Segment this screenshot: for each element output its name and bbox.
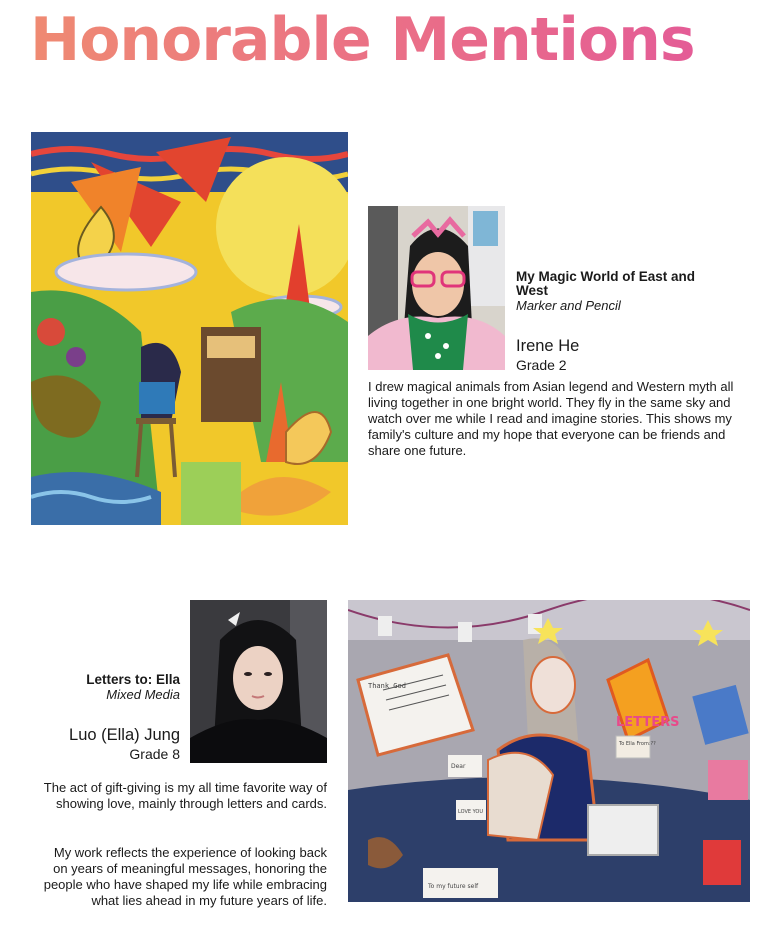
entry-1-medium: Marker and Pencil (516, 298, 621, 313)
letters-text: LETTERS (616, 715, 680, 730)
artwork-magic-world-illustration (31, 132, 348, 525)
artist-photo-irene-image (368, 206, 505, 370)
entry-2-title: Letters to: Ella (86, 672, 180, 687)
entry-2-grade: Grade 8 (129, 746, 180, 762)
artist-photo-irene (368, 206, 505, 370)
artwork-magic-world (31, 132, 348, 525)
envelope-mid-text: LOVE YOU (458, 809, 483, 815)
page-title: Honorable Mentions (30, 2, 695, 78)
envelope-bottom-text: To my future self (428, 883, 479, 890)
entry-2-description-p2: My work reflects the experience of looking back on years of meaningful messages, honoring the people who have shaped my life while embracing what lies ahead in my future years of life. (43, 845, 327, 908)
entry-1-description: I drew magical animals from Asian legend and Western myth all living together in one bright world. They fly in the same sky and watch over me while I read and imagine stories. This shows my family's culture and my hope that everyone can be friends and share one future. (368, 379, 734, 458)
card-text: To Ella From:?? (619, 741, 656, 747)
notebook-text: Thank God (368, 682, 406, 690)
entry-2-medium: Mixed Media (106, 687, 180, 702)
artist-photo-ella-image (190, 600, 327, 763)
artwork-letters-to-ella (348, 600, 750, 902)
envelope-top-text: Dear (451, 763, 466, 770)
entry-1-grade: Grade 2 (516, 357, 567, 373)
artist-photo-ella (190, 600, 327, 763)
artwork-letters-to-ella-collage (348, 600, 750, 902)
entry-2-artist-name: Luo (Ella) Jung (69, 726, 180, 744)
entry-1-artist-name: Irene He (516, 337, 580, 355)
entry-1-title: My Magic World of East and West (516, 269, 696, 298)
entry-2-description-p1: The act of gift-giving is my all time favorite way of showing love, mainly through letters and cards. (43, 780, 327, 811)
